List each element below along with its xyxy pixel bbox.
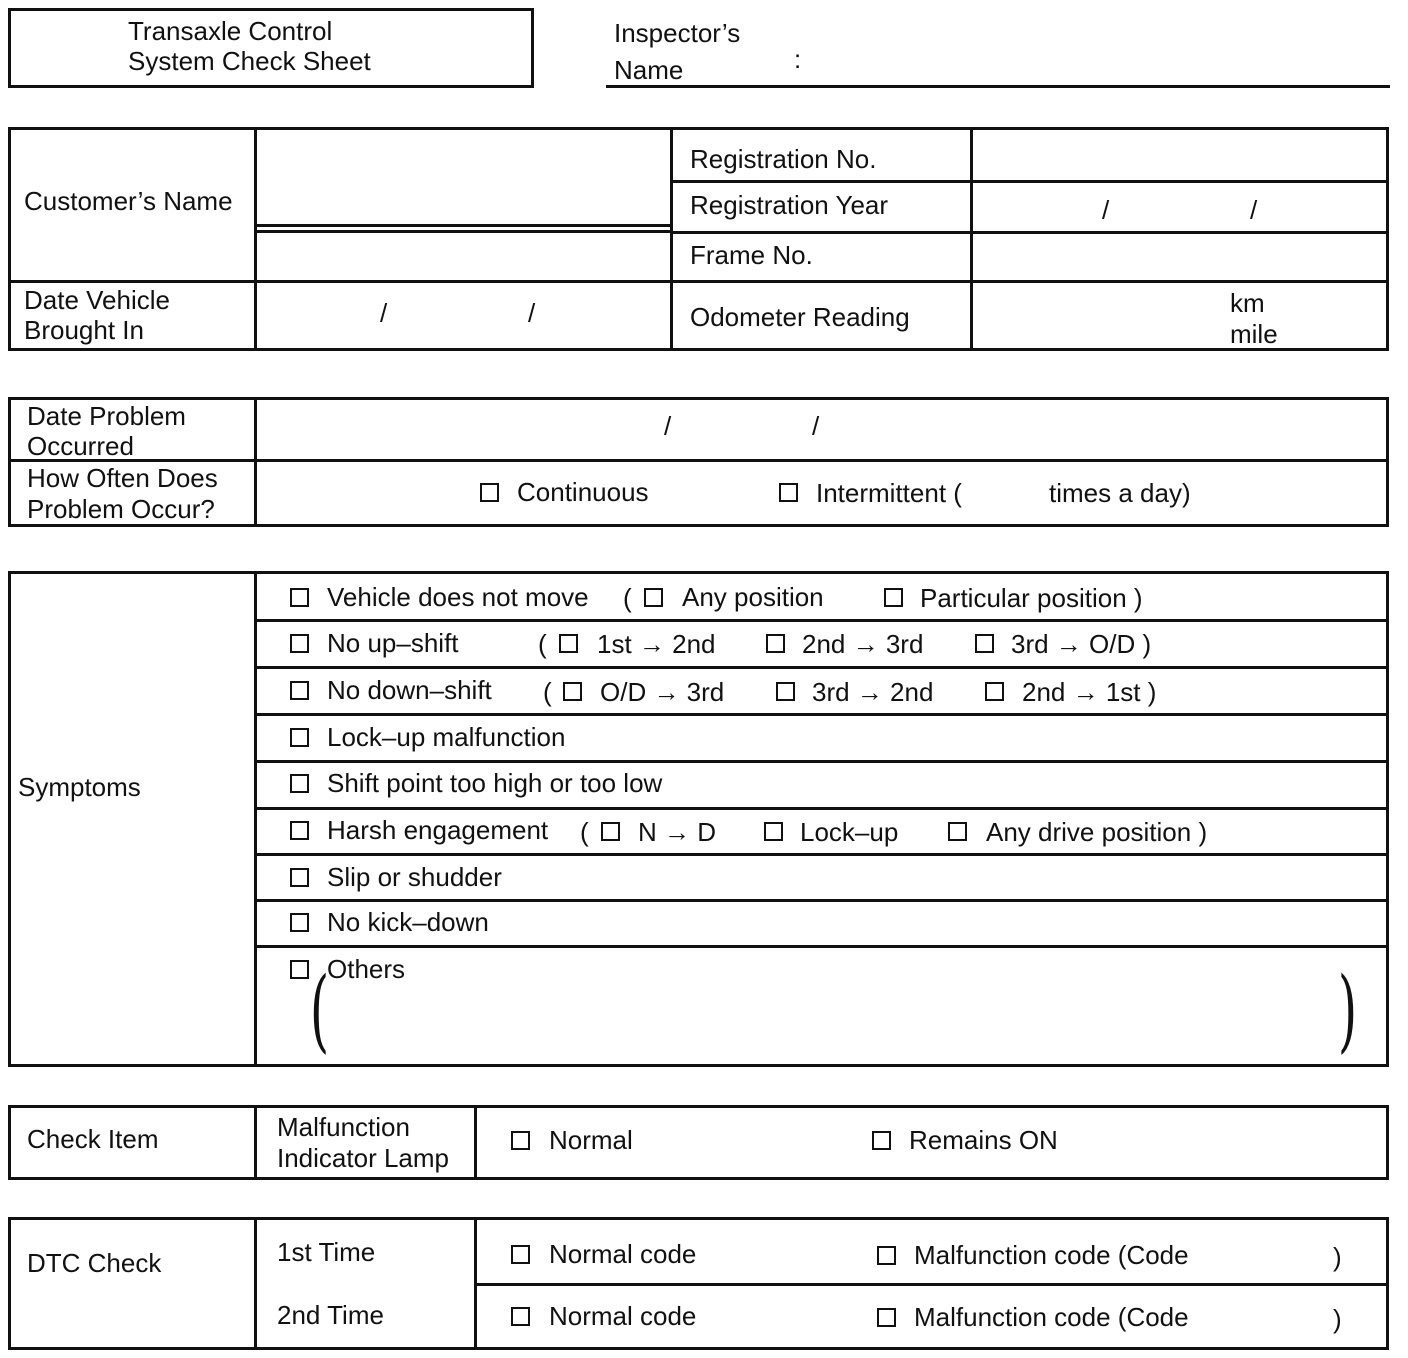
date-brought-slash-1: / <box>380 298 388 328</box>
mil-remains-on-checkbox[interactable] <box>872 1131 891 1150</box>
down-3rd-2nd-label: 3rd → 2nd <box>812 677 934 707</box>
down-2nd-1st-label: 2nd → 1st ) <box>1022 677 1157 707</box>
how-often-label-line2: Problem Occur? <box>27 494 215 524</box>
inspector-label-line2: Name <box>614 55 684 85</box>
any-position-label: Any position <box>682 582 824 612</box>
date-problem-label-line1: Date Problem <box>27 401 186 431</box>
dtc-second-malfunction-checkbox[interactable] <box>877 1308 896 1327</box>
up-2nd-3rd-checkbox[interactable] <box>766 634 785 653</box>
harsh-any-drive-checkbox[interactable] <box>948 822 967 841</box>
odometer-label: Odometer Reading <box>690 302 910 332</box>
dtc-first-time-label: 1st Time <box>277 1237 376 1267</box>
harsh-engagement-label: Harsh engagement <box>327 815 549 845</box>
harsh-any-drive-label: Any drive position ) <box>986 817 1208 847</box>
slip-or-shudder-label: Slip or shudder <box>327 862 502 892</box>
harsh-n-d-checkbox[interactable] <box>601 822 620 841</box>
down-2nd-1st-checkbox[interactable] <box>985 682 1004 701</box>
customer-name-label: Customer’s Name <box>24 186 233 216</box>
vehicle-does-not-move-label: Vehicle does not move <box>327 582 589 612</box>
no-down-shift-label: No down–shift <box>327 675 492 705</box>
dtc-check-label: DTC Check <box>27 1248 162 1278</box>
no-down-shift-checkbox[interactable] <box>290 681 309 700</box>
registration-no-field[interactable] <box>974 131 1386 179</box>
up-2nd-3rd-label: 2nd → 3rd <box>802 629 924 659</box>
inspector-name-field[interactable] <box>606 85 1390 88</box>
divider <box>8 459 1389 462</box>
up-3rd-od-label: 3rd → O/D ) <box>1011 629 1152 659</box>
divider <box>474 1283 1389 1286</box>
dtc-first-normal-label: Normal code <box>549 1239 697 1269</box>
harsh-n-d-label: N → D <box>638 817 716 847</box>
dtc-first-close-paren: ) <box>1333 1242 1342 1272</box>
inspector-label-line1: Inspector’s <box>614 18 741 48</box>
registration-no-label: Registration No. <box>690 144 877 174</box>
mil-normal-checkbox[interactable] <box>511 1131 530 1150</box>
date-problem-slash-2: / <box>812 411 820 441</box>
no-up-shift-checkbox[interactable] <box>290 634 309 653</box>
how-often-label-line1: How Often Does <box>27 463 218 493</box>
open-paren: ( <box>580 817 589 847</box>
harsh-lock-up-label: Lock–up <box>800 817 899 847</box>
no-up-shift-label: No up–shift <box>327 628 459 658</box>
dtc-second-malfunction-label: Malfunction code (Code <box>914 1302 1189 1332</box>
mil-label-line1: Malfunction <box>277 1112 410 1142</box>
symptoms-label: Symptoms <box>18 772 141 802</box>
dtc-second-normal-label: Normal code <box>549 1301 697 1331</box>
divider <box>254 571 257 1067</box>
down-od-3rd-checkbox[interactable] <box>563 682 582 701</box>
divider <box>474 1105 477 1180</box>
date-brought-label-line2: Brought In <box>24 315 144 345</box>
intermittent-label: Intermittent ( <box>816 478 962 508</box>
continuous-checkbox[interactable] <box>480 483 499 502</box>
registration-year-slash-2: / <box>1250 195 1258 225</box>
divider <box>670 127 673 351</box>
slip-or-shudder-checkbox[interactable] <box>290 868 309 887</box>
divider <box>254 230 672 233</box>
dtc-second-time-label: 2nd Time <box>277 1300 384 1330</box>
no-kick-down-checkbox[interactable] <box>290 913 309 932</box>
date-brought-slash-2: / <box>528 298 536 328</box>
dtc-second-normal-checkbox[interactable] <box>511 1307 530 1326</box>
divider <box>254 666 1389 669</box>
others-open-paren: ( <box>309 958 330 1063</box>
up-1st-2nd-label: 1st → 2nd <box>597 629 716 659</box>
registration-year-label: Registration Year <box>690 190 889 220</box>
lock-up-malfunction-checkbox[interactable] <box>290 728 309 747</box>
dtc-first-normal-checkbox[interactable] <box>511 1245 530 1264</box>
others-text-field[interactable] <box>330 985 1330 1055</box>
shift-point-label: Shift point too high or too low <box>327 768 663 798</box>
date-problem-slash-1: / <box>664 411 672 441</box>
divider <box>254 619 1389 622</box>
vehicle-does-not-move-checkbox[interactable] <box>290 588 309 607</box>
divider <box>970 127 973 351</box>
check-item-table <box>8 1105 1389 1180</box>
open-paren: ( <box>543 677 552 707</box>
dtc-first-malfunction-label: Malfunction code (Code <box>914 1240 1189 1270</box>
harsh-lock-up-checkbox[interactable] <box>764 822 783 841</box>
customer-name-field[interactable] <box>258 131 668 223</box>
divider <box>254 397 257 527</box>
open-paren: ( <box>538 629 547 659</box>
divider <box>254 713 1389 716</box>
dtc-second-close-paren: ) <box>1333 1304 1342 1334</box>
no-kick-down-label: No kick–down <box>327 907 489 937</box>
continuous-label: Continuous <box>517 477 649 507</box>
sheet-title-line2: System Check Sheet <box>128 46 371 76</box>
others-close-paren: ) <box>1337 958 1358 1063</box>
dtc-first-malfunction-checkbox[interactable] <box>877 1246 896 1265</box>
any-position-checkbox[interactable] <box>644 588 663 607</box>
inspector-colon: : <box>794 44 802 74</box>
frame-no-label: Frame No. <box>690 240 813 270</box>
down-3rd-2nd-checkbox[interactable] <box>776 682 795 701</box>
times-a-day-label: times a day) <box>1049 478 1191 508</box>
registration-year-slash-1: / <box>1102 195 1110 225</box>
date-brought-label-line1: Date Vehicle <box>24 285 170 315</box>
mil-remains-on-label: Remains ON <box>909 1125 1058 1155</box>
shift-point-checkbox[interactable] <box>290 774 309 793</box>
divider <box>254 1217 257 1350</box>
divider <box>254 760 1389 763</box>
divider <box>254 807 1389 810</box>
check-item-label: Check Item <box>27 1124 159 1154</box>
particular-position-label: Particular position ) <box>920 583 1143 613</box>
frame-no-field[interactable] <box>974 235 1386 279</box>
mil-normal-label: Normal <box>549 1125 633 1155</box>
date-problem-label-line2: Occurred <box>27 431 134 461</box>
intermittent-checkbox[interactable] <box>779 483 798 502</box>
divider <box>254 899 1389 902</box>
divider <box>254 945 1389 948</box>
lock-up-malfunction-label: Lock–up malfunction <box>327 722 566 752</box>
down-od-3rd-label: O/D → 3rd <box>600 677 725 707</box>
others-checkbox[interactable] <box>290 960 309 979</box>
harsh-engagement-checkbox[interactable] <box>290 821 309 840</box>
odometer-unit-km: km <box>1230 288 1265 318</box>
divider <box>670 231 1389 234</box>
open-paren: ( <box>623 583 632 613</box>
divider <box>254 127 257 351</box>
divider <box>670 180 1389 183</box>
sheet-title-line1: Transaxle Control <box>128 16 333 46</box>
divider <box>8 280 1389 283</box>
odometer-unit-mile: mile <box>1230 319 1278 349</box>
mil-label-line2: Indicator Lamp <box>277 1143 449 1173</box>
up-3rd-od-checkbox[interactable] <box>975 634 994 653</box>
up-1st-2nd-checkbox[interactable] <box>559 634 578 653</box>
others-label: Others <box>327 954 406 984</box>
divider <box>254 853 1389 856</box>
particular-position-checkbox[interactable] <box>884 588 903 607</box>
divider <box>254 224 672 227</box>
divider <box>254 1105 257 1180</box>
